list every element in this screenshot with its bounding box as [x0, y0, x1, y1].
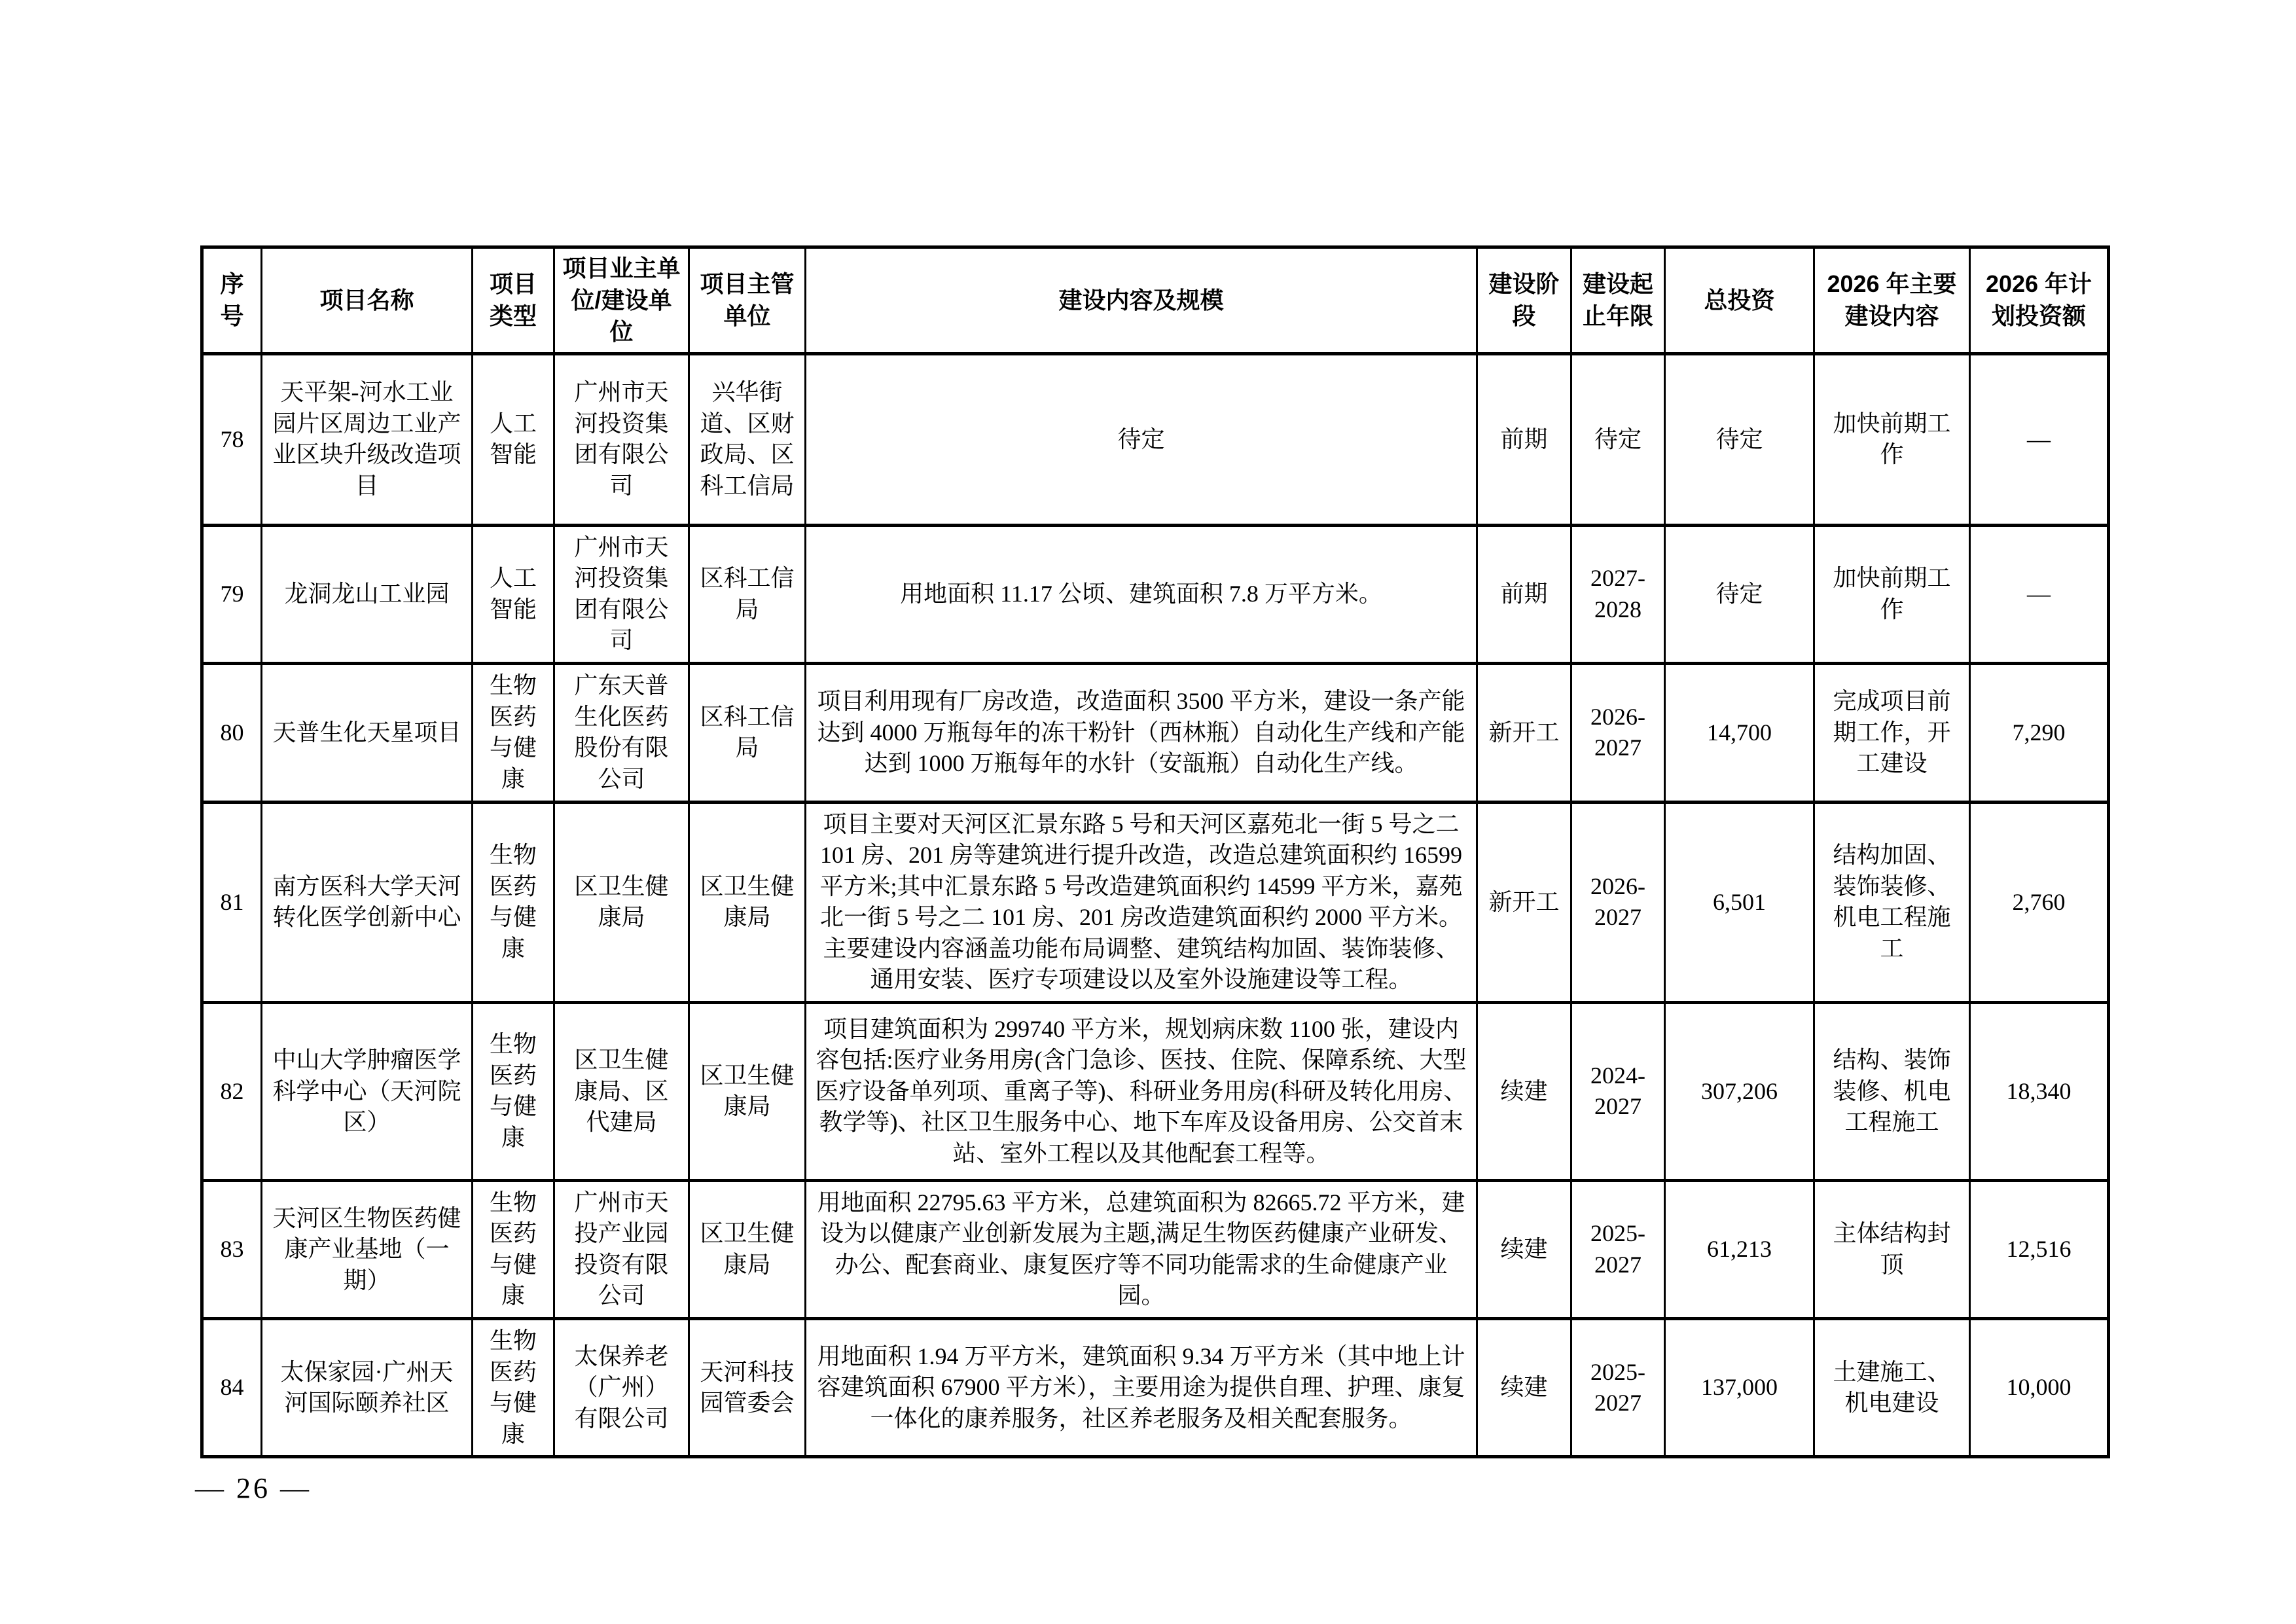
header-no: 序号 [202, 247, 262, 354]
cell-supervisor-unit: 兴华街道、区财政局、区科工信局 [689, 353, 806, 525]
cell-2026-planned-investment: 18,340 [1970, 1002, 2109, 1180]
cell-phase: 续建 [1477, 1002, 1571, 1180]
cell-owner-unit: 区卫生健康局、区代建局 [554, 1002, 689, 1180]
table-row [202, 802, 2109, 1002]
cell-2026-planned-investment: 10,000 [1970, 1319, 2109, 1457]
header-owner-unit: 项目业主单位/建设单位 [554, 247, 689, 354]
cell-project-name: 龙洞龙山工业园 [262, 525, 473, 663]
cell-2026-build-content: 土建施工、机电建设 [1814, 1319, 1970, 1457]
table-row [202, 1180, 2109, 1318]
cell-2026-planned-investment: — [1970, 525, 2109, 663]
cell-owner-unit: 区卫生健康局 [554, 802, 689, 1002]
table-row [202, 1319, 2109, 1457]
cell-years: 2024-2027 [1571, 1002, 1665, 1180]
cell-2026-build-content: 结构、装饰装修、机电工程施工 [1814, 1002, 1970, 1180]
cell-phase: 前期 [1477, 525, 1571, 663]
cell-2026-planned-investment: 7,290 [1970, 663, 2109, 802]
cell-content-scale: 待定 [806, 353, 1477, 525]
cell-project-type: 生物医药与健康 [473, 1319, 554, 1457]
cell-content-scale: 用地面积 1.94 万平方米，建筑面积 9.34 万平方米（其中地上计容建筑面积 67900 平方米），主要用途为提供自理、护理、康复一体化的康养服务，社区养老服务及相关配套服务。 [806, 1319, 1477, 1457]
cell-project-type: 人工智能 [473, 353, 554, 525]
cell-content-scale: 项目建筑面积为 299740 平方米，规划病床数 1100 张，建设内容包括:医疗业务用房(含门急诊、医技、住院、保障系统、大型医疗设备单列项、重离子等)、科研业务用房(科研及转化用房、教学等)、社区卫生服务中心、地下车库及设备用房、公交首末站、室外工程以及其他配套工程等。 [806, 1002, 1477, 1180]
cell-phase: 续建 [1477, 1180, 1571, 1318]
header-2026-planned-investment: 2026 年计划投资额 [1970, 247, 2109, 354]
cell-project-type: 生物医药与健康 [473, 663, 554, 802]
cell-years: 2025-2027 [1571, 1319, 1665, 1457]
cell-supervisor-unit: 区卫生健康局 [689, 802, 806, 1002]
project-plan-table [200, 245, 2110, 1458]
cell-owner-unit: 广东天普生化医药股份有限公司 [554, 663, 689, 802]
cell-total-investment: 待定 [1665, 353, 1814, 525]
header-content-scale: 建设内容及规模 [806, 247, 1477, 354]
header-phase: 建设阶段 [1477, 247, 1571, 354]
cell-2026-planned-investment: — [1970, 353, 2109, 525]
cell-no: 84 [202, 1319, 262, 1457]
page-number: — 26 — [195, 1472, 312, 1504]
cell-owner-unit: 广州市天河投资集团有限公司 [554, 525, 689, 663]
cell-project-name: 天普生化天星项目 [262, 663, 473, 802]
cell-total-investment: 待定 [1665, 525, 1814, 663]
header-supervisor-unit: 项目主管单位 [689, 247, 806, 354]
cell-2026-build-content: 结构加固、装饰装修、机电工程施工 [1814, 802, 1970, 1002]
cell-supervisor-unit: 天河科技园管委会 [689, 1319, 806, 1457]
table-row [202, 525, 2109, 663]
cell-2026-planned-investment: 2,760 [1970, 802, 2109, 1002]
cell-supervisor-unit: 区科工信局 [689, 663, 806, 802]
cell-project-name: 天平架-河水工业园片区周边工业产业区块升级改造项目 [262, 353, 473, 525]
cell-project-name: 太保家园·广州天河国际颐养社区 [262, 1319, 473, 1457]
cell-years: 2025-2027 [1571, 1180, 1665, 1318]
cell-project-type: 人工智能 [473, 525, 554, 663]
table-row [202, 1002, 2109, 1180]
cell-years: 待定 [1571, 353, 1665, 525]
cell-owner-unit: 广州市天投产业园投资有限公司 [554, 1180, 689, 1318]
cell-no: 79 [202, 525, 262, 663]
cell-project-name: 中山大学肿瘤医学科学中心（天河院区） [262, 1002, 473, 1180]
cell-total-investment: 137,000 [1665, 1319, 1814, 1457]
cell-2026-planned-investment: 12,516 [1970, 1180, 2109, 1318]
cell-content-scale: 项目利用现有厂房改造，改造面积 3500 平方米，建设一条产能达到 4000 万瓶每年的冻干粉针（西林瓶）自动化生产线和产能达到 1000 万瓶每年的水针（安瓿瓶）自动化生产线。 [806, 663, 1477, 802]
cell-project-name: 南方医科大学天河转化医学创新中心 [262, 802, 473, 1002]
cell-supervisor-unit: 区科工信局 [689, 525, 806, 663]
cell-content-scale: 项目主要对天河区汇景东路 5 号和天河区嘉苑北一街 5 号之二 101 房、201 房等建筑进行提升改造，改造总建筑面积约 16599 平方米;其中汇景东路 5 号改造建筑面积约 14599 平方米，嘉苑北一街 5 号之二 101 房、201 房改造建筑面积约 2000 平方米。主要建设内容涵盖功能布局调整、建筑结构加固、装饰装修、通用安装、医疗专项建设以及室外设施建设等工程。 [806, 802, 1477, 1002]
cell-2026-build-content: 主体结构封顶 [1814, 1180, 1970, 1318]
cell-content-scale: 用地面积 22795.63 平方米，总建筑面积为 82665.72 平方米，建设为以健康产业创新发展为主题,满足生物医药健康产业研发、办公、配套商业、康复医疗等不同功能需求的生命健康产业园。 [806, 1180, 1477, 1318]
header-2026-build-content: 2026 年主要建设内容 [1814, 247, 1970, 354]
cell-total-investment: 14,700 [1665, 663, 1814, 802]
header-total-investment: 总投资 [1665, 247, 1814, 354]
cell-owner-unit: 广州市天河投资集团有限公司 [554, 353, 689, 525]
cell-project-type: 生物医药与健康 [473, 1002, 554, 1180]
header-project-name: 项目名称 [262, 247, 473, 354]
header-project-type: 项目类型 [473, 247, 554, 354]
cell-total-investment: 61,213 [1665, 1180, 1814, 1318]
cell-2026-build-content: 加快前期工作 [1814, 353, 1970, 525]
cell-2026-build-content: 加快前期工作 [1814, 525, 1970, 663]
cell-owner-unit: 太保养老（广州）有限公司 [554, 1319, 689, 1457]
cell-no: 83 [202, 1180, 262, 1318]
cell-2026-build-content: 完成项目前期工作，开工建设 [1814, 663, 1970, 802]
cell-total-investment: 6,501 [1665, 802, 1814, 1002]
cell-no: 81 [202, 802, 262, 1002]
cell-phase: 新开工 [1477, 663, 1571, 802]
cell-no: 80 [202, 663, 262, 802]
cell-supervisor-unit: 区卫生健康局 [689, 1180, 806, 1318]
cell-project-name: 天河区生物医药健康产业基地（一期） [262, 1180, 473, 1318]
table-row [202, 353, 2109, 525]
cell-phase: 前期 [1477, 353, 1571, 525]
cell-phase: 续建 [1477, 1319, 1571, 1457]
cell-phase: 新开工 [1477, 802, 1571, 1002]
header-years: 建设起止年限 [1571, 247, 1665, 354]
cell-project-type: 生物医药与健康 [473, 1180, 554, 1318]
cell-supervisor-unit: 区卫生健康局 [689, 1002, 806, 1180]
table-header-row [202, 247, 2109, 354]
cell-content-scale: 用地面积 11.17 公顷、建筑面积 7.8 万平方米。 [806, 525, 1477, 663]
cell-years: 2027-2028 [1571, 525, 1665, 663]
cell-total-investment: 307,206 [1665, 1002, 1814, 1180]
cell-project-type: 生物医药与健康 [473, 802, 554, 1002]
cell-years: 2026-2027 [1571, 663, 1665, 802]
cell-years: 2026-2027 [1571, 802, 1665, 1002]
table-row [202, 663, 2109, 802]
cell-no: 82 [202, 1002, 262, 1180]
cell-no: 78 [202, 353, 262, 525]
